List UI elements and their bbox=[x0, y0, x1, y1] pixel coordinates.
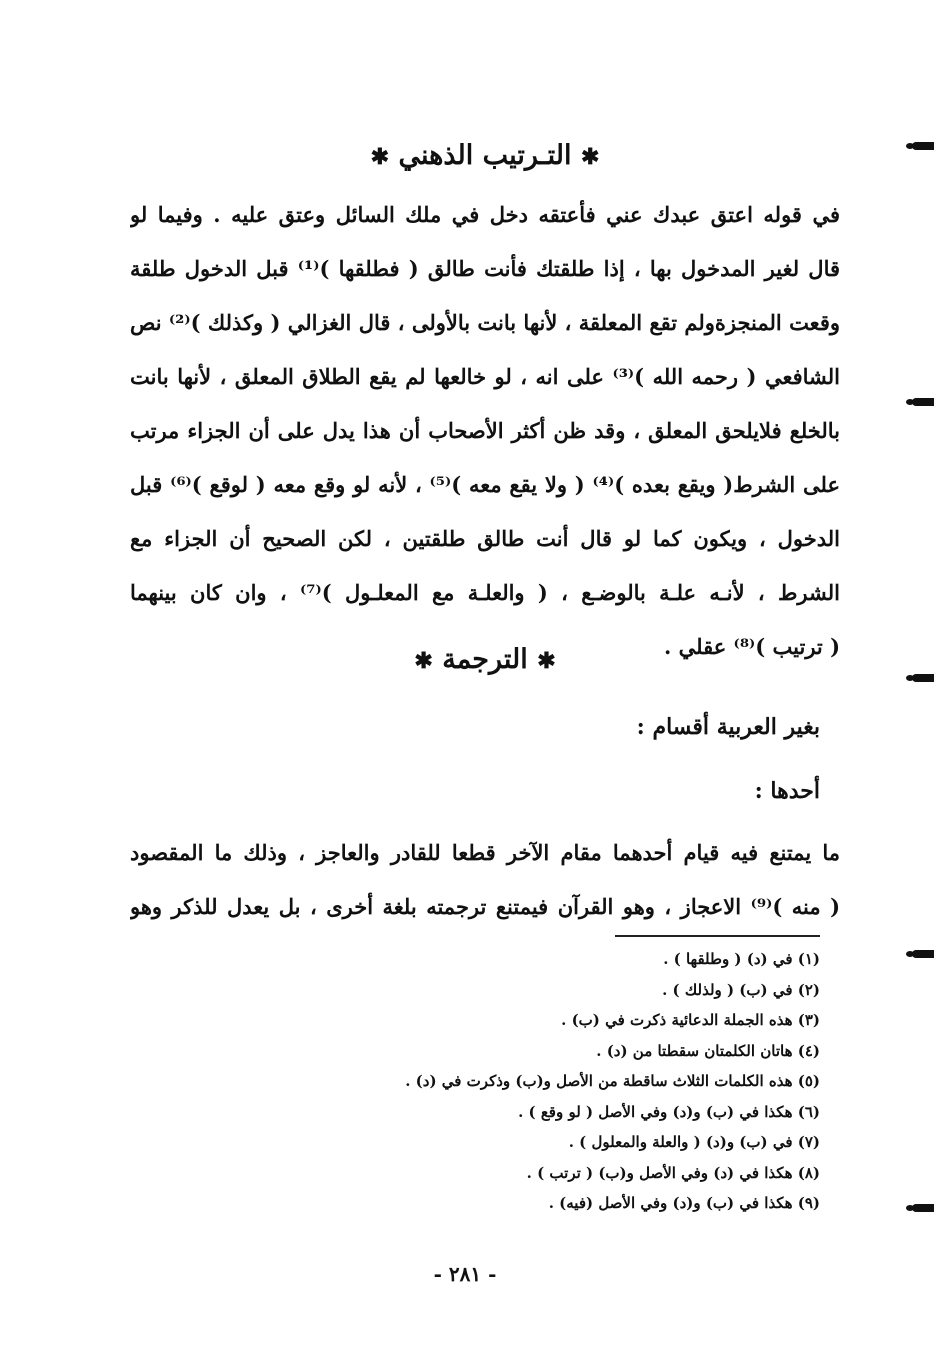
footnote: (١) في (د) ( وطلقها ) . bbox=[663, 950, 820, 968]
label-divisions: بغير العربية أقسام : bbox=[636, 714, 820, 740]
margin-mark bbox=[912, 142, 934, 150]
footnote: (٩) هكذا في (ب) و(د) وفي الأصل (فيه) . bbox=[548, 1194, 820, 1212]
margin-mark bbox=[912, 674, 934, 682]
margin-mark bbox=[912, 950, 934, 958]
star-ornament-icon: ✱ bbox=[414, 648, 433, 674]
footnote: (٦) هكذا في (ب) و(د) وفي الأصل ( لو وقع ) . bbox=[518, 1102, 820, 1121]
text-line: بالخلع فلايلحق المعلق ، وقد ظن أكثر الأصحاب أن هذا يدل على أن الجزاء مرتب bbox=[130, 418, 840, 443]
footnote: (٣) هذه الجملة الدعائية ذكرت في (ب) . bbox=[561, 1011, 820, 1029]
text-line: في قوله اعتق عبدك عني فأعتقه دخل في ملك السائل وعتق عليه . وفيما لو bbox=[130, 202, 840, 227]
paragraph-translation bbox=[130, 826, 840, 934]
star-ornament-icon: ✱ bbox=[370, 144, 390, 170]
footnote: (٥) هذه الكلمات الثلاث ساقطة من الأصل و(ب) وذكرت في (د) . bbox=[405, 1072, 820, 1090]
star-ornament-icon: ✱ bbox=[537, 648, 556, 674]
margin-mark bbox=[912, 398, 934, 406]
footnotes bbox=[300, 944, 820, 1219]
section-heading-translation bbox=[130, 644, 840, 675]
footnote: (٢) في (ب) ( ولذلك ) . bbox=[662, 980, 820, 999]
text-line: وقعت المنجزةولم تقع المعلقة ، لأنها بانت بالأولى ، قال الغزالي ( وكذلك )⁽²⁾ نص bbox=[130, 310, 840, 335]
footnote-divider bbox=[615, 935, 820, 937]
margin-mark bbox=[912, 1204, 934, 1212]
text-line: ما يمتنع فيه قيام أحدهما مقام الآخر قطعا للقادر والعاجز ، وذلك ما المقصود bbox=[130, 840, 840, 865]
text-line: الشرط ، لأنـه علـة بالوضـع ، ( والعلـة مع المعلـول )⁽⁷⁾ ، وان كان بينهما bbox=[130, 580, 840, 605]
heading-text: التـرتيب الذهني bbox=[398, 140, 572, 171]
footnote: (٤) هاتان الكلمتان سقطتا من (د) . bbox=[596, 1041, 820, 1060]
label-first: أحدها : bbox=[754, 778, 820, 804]
text-line: ( ترتيب )⁽⁸⁾ عقلي . bbox=[664, 634, 840, 659]
heading-text: الترجمة bbox=[442, 644, 528, 675]
text-line: قال لغير المدخول بها ، إذا طلقتك فأنت طالق ( فطلقها )⁽¹⁾ قبل الدخول طلقة bbox=[130, 256, 840, 281]
star-ornament-icon: ✱ bbox=[580, 144, 600, 170]
footnote: (٨) هكذا في (د) وفي الأصل و(ب) ( ترتب ) . bbox=[526, 1163, 820, 1182]
section-heading-mental-order bbox=[130, 140, 840, 171]
paragraph-mental-order bbox=[130, 188, 840, 674]
text-line: الدخول ، ويكون كما لو قال أنت طالق طلقتين ، لكن الصحيح أن الجزاء مع bbox=[130, 526, 840, 551]
text-line: على الشرط( ويقع بعده )⁽⁴⁾ ( ولا يقع معه )⁽⁵⁾ ، لأنه لو وقع معه ( لوقع )⁽⁶⁾ قبل bbox=[130, 472, 840, 497]
footnote: (٧) في (ب) و(د) ( والعلة والمعلول ) . bbox=[568, 1133, 820, 1151]
text-line: ( منه )⁽⁹⁾ الاعجاز ، وهو القرآن فيمتنع ترجمته بلغة أخرى ، بل يعدل للذكر وهو bbox=[130, 894, 840, 919]
page-number: - ٢٨١ - bbox=[433, 1262, 497, 1286]
text-line: الشافعي ( رحمه الله )⁽³⁾ على انه ، لو خالعها لم يقع الطلاق المعلق ، لأنها بانت bbox=[130, 364, 840, 389]
